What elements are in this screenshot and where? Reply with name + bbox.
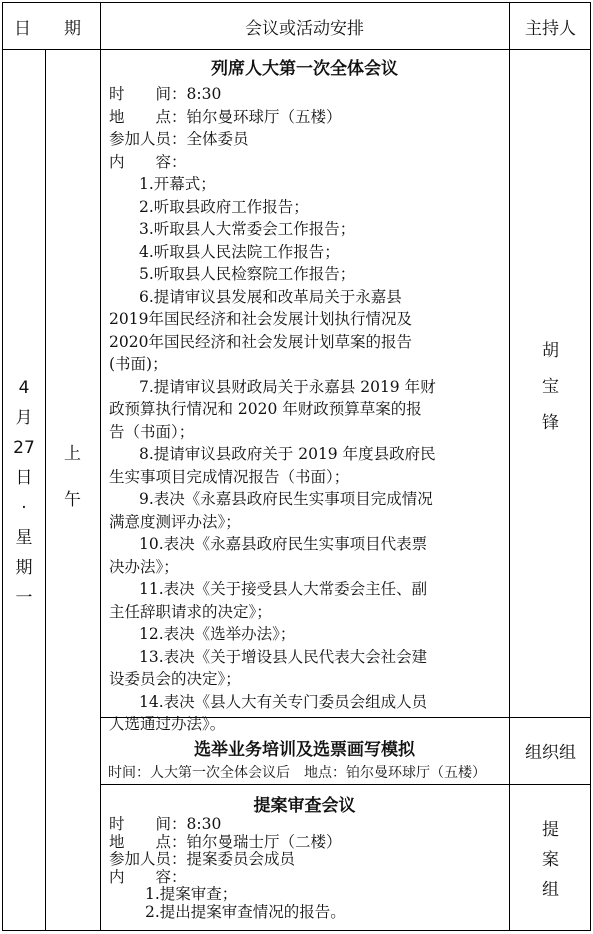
session2-title: 选举业务培训及选票画写模拟: [194, 740, 415, 760]
schedule-table: [2, 2, 591, 931]
session3-title: 提案审查会议: [253, 796, 356, 816]
date-char: 日: [15, 468, 33, 488]
session1-info-line: 时 间：8:30: [109, 85, 222, 103]
session1-host: [509, 333, 592, 441]
session1-agenda-item: 政预算执行情况和 2020 年财政预算草案的报: [109, 400, 422, 418]
period-char: 上: [64, 444, 81, 464]
date-char: 4: [18, 378, 30, 398]
session1-agenda-item: (书面)；: [109, 355, 168, 373]
session1-agenda-item: 13.表决《关于增设县人民代表大会社会建: [139, 647, 428, 666]
date-char: 月: [15, 408, 33, 428]
host-char: 案: [542, 850, 559, 870]
session1-agenda-item: 7.提请审议县财政局关于永嘉县 2019 年财: [139, 377, 436, 396]
period-vertical: [45, 431, 100, 523]
session1-agenda-item: 2.听取县政府工作报告；: [139, 197, 309, 216]
session1-agenda-item: 12.表决《选举办法》；: [139, 625, 296, 643]
header-date: 日 期: [14, 18, 89, 39]
session3-host: [509, 815, 592, 905]
session2-host: 组织组: [525, 743, 576, 763]
session1-agenda-item: 9.表决《永嘉县政府民生实事项目完成情况: [139, 490, 433, 508]
date-char: ·: [21, 498, 27, 518]
period-char: 午: [64, 490, 81, 510]
session1-title: 列席人大第一次全体会议: [211, 59, 398, 79]
host-char: 胡: [542, 341, 559, 361]
date-vertical: [3, 373, 45, 613]
date-char: 期: [15, 558, 33, 578]
session3-agenda-item: 2.提出提案审查情况的报告。: [145, 902, 346, 921]
session3-info-line: 时 间：8:30: [109, 815, 222, 833]
session1-agenda-item: 决办法》；: [109, 557, 179, 576]
divider-session2: [100, 784, 590, 785]
header-agenda: 会议或活动安排: [245, 18, 364, 39]
session2-detail: 时间：人大第一次全体会议后 地点：铂尔曼环球厅（五楼）: [108, 765, 486, 781]
divider-header: [3, 49, 590, 50]
host-char: 锋: [542, 413, 559, 433]
session1-agenda-item: 人选通过办法》。: [109, 715, 226, 733]
host-char: 宝: [542, 377, 559, 397]
divider-agenda-host: [509, 3, 510, 930]
host-char: 组: [542, 880, 559, 900]
session1-agenda-item: 6.提请审议县发展和改革局关于永嘉县: [139, 287, 402, 306]
session1-agenda-item: 2019年国民经济和社会发展计划执行情况及: [109, 310, 412, 328]
date-char: 27: [13, 438, 35, 458]
session1-agenda-item: 4.听取县人民法院工作报告；: [139, 242, 340, 261]
session1-agenda-item: 设委员会的决定》；: [109, 670, 241, 688]
session3-agenda-item: 1.提案审查；: [145, 885, 238, 903]
header-host: 主持人: [525, 18, 576, 39]
session1-agenda-item: 5.听取县人民检察院工作报告；: [139, 265, 356, 283]
session1-agenda-item: 10.表决《永嘉县政府民生实事项目代表票: [139, 535, 428, 553]
session1-agenda-item: 3.听取县人大常委会工作报告；: [139, 220, 356, 238]
date-char: 一: [15, 588, 33, 608]
session1-agenda-item: 1.开幕式；: [139, 175, 216, 193]
session1-agenda-item: 14.表决《县人大有关专门委员会组成人员: [139, 692, 428, 711]
session3-info-line: 参加人员：提案委员会成员: [109, 850, 296, 868]
session1-agenda-item: 2020年国民经济和社会发展计划草案的报告: [109, 332, 412, 351]
session1-agenda-item: 告（书面）；: [109, 422, 195, 441]
session1-info-line: 内 容：: [109, 152, 187, 171]
session3-info-line: 内 容：: [109, 867, 187, 886]
session1-agenda-item: 满意度测评办法》；: [109, 512, 241, 531]
session1-agenda-item: 8.提请审议县政府关于 2019 年度县政府民: [139, 445, 436, 463]
date-char: 星: [15, 528, 33, 548]
session1-agenda-item: 主任辞职请求的决定》；: [109, 602, 272, 621]
session1-info-line: 参加人员：全体委员: [109, 130, 249, 148]
host-char: 提: [542, 820, 559, 840]
session3-info-line: 地 点：铂尔曼瑞士厅（二楼）: [109, 832, 342, 851]
session1-agenda-item: 生实事项目完成情况报告（书面）；: [109, 467, 350, 486]
session1-info-line: 地 点：铂尔曼环球厅（五楼）: [109, 107, 342, 126]
session1-agenda-item: 11.表决《关于接受县人大常委会主任、副: [139, 580, 428, 598]
